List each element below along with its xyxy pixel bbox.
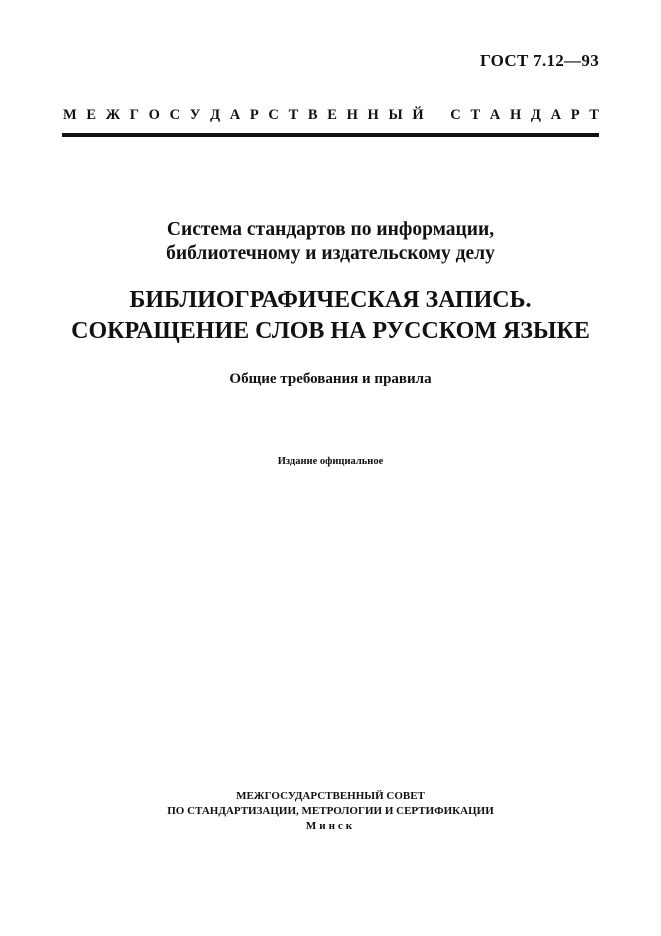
publisher-city: Минск [305, 820, 356, 832]
main-title-line-2: СОКРАЩЕНИЕ СЛОВ НА РУССКОМ ЯЗЫКЕ [71, 318, 590, 344]
series-title-line-2: библиотечному и издательскому делу [166, 243, 495, 264]
publisher-block [0, 789, 661, 834]
main-title-line-1: БИБЛИОГРАФИЧЕСКАЯ ЗАПИСЬ. [129, 287, 532, 313]
publisher-line-2: ПО СТАНДАРТИЗАЦИИ, МЕТРОЛОГИИ И СЕРТИФИКАЦИИ [167, 805, 494, 817]
series-title [0, 218, 661, 266]
subtitle: Общие требования и правила [229, 371, 432, 387]
publisher-line-1: МЕЖГОСУДАРСТВЕННЫЙ СОВЕТ [236, 790, 425, 802]
series-title-line-1: Система стандартов по информации, [166, 219, 495, 240]
standard-type-heading: М Е Ж Г О С У Д А Р С Т В Е Н Н Ы Й С Т А Н Д А Р Т [63, 107, 599, 123]
document-code: ГОСТ 7.12—93 [479, 51, 599, 70]
edition-note: Издание официальное [277, 456, 384, 467]
header-rule [62, 133, 599, 137]
main-title [0, 285, 661, 347]
